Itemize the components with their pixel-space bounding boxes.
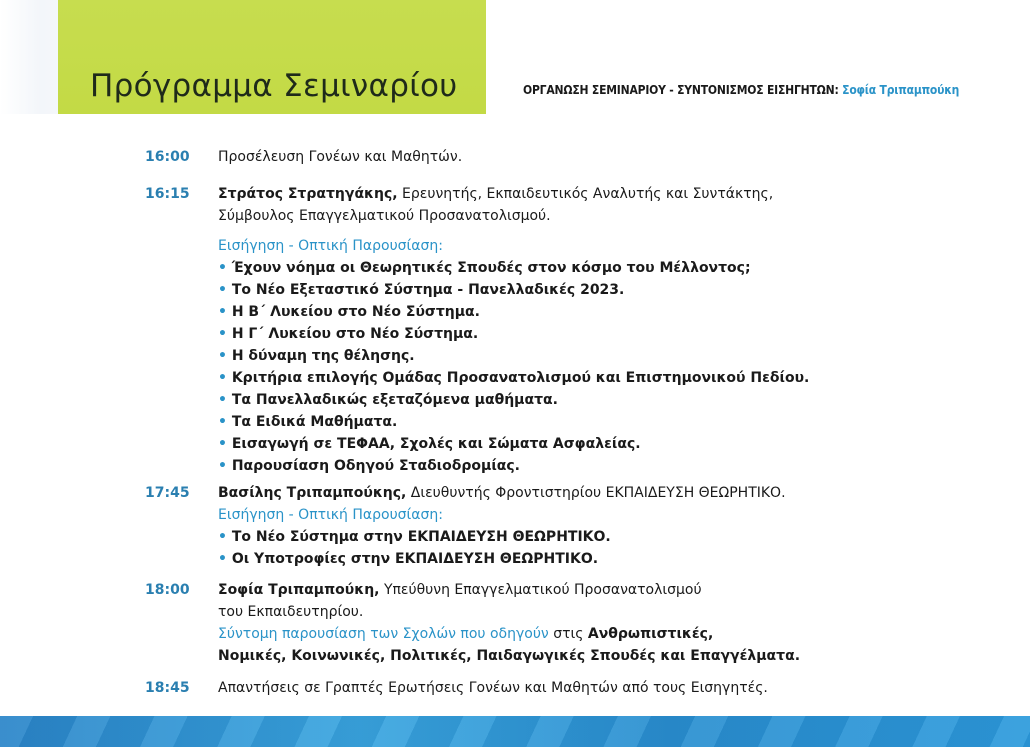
list-item: • Τα Πανελλαδικώς εξεταζόμενα μαθήματα. (218, 392, 558, 408)
item-text: Απαντήσεις σε Γραπτές Ερωτήσεις Γονέων και Μαθητών από τους Εισηγητές. (218, 680, 768, 696)
organizer-label: ΟΡΓΑΝΩΣΗ ΣΕΜΙΝΑΡΙΟΥ - ΣΥΝΤΟΝΙΣΜΟΣ ΕΙΣΗΓΗΤΩΝ: (523, 83, 839, 97)
speaker-role-cont: του Εκπαιδευτηρίου. (218, 604, 364, 620)
time-label: 17:45 (145, 485, 190, 501)
list-item: • Εισαγωγή σε ΤΕΦΑΑ, Σχολές και Σώματα Ασφαλείας. (218, 436, 641, 452)
time-label: 16:15 (145, 186, 190, 202)
speaker-line (218, 579, 908, 601)
organizer-line (523, 83, 959, 97)
list-item: • Η Β΄ Λυκείου στο Νέο Σύστημα. (218, 304, 480, 320)
time-label: 18:45 (145, 680, 190, 696)
talk-description: Σύντομη παρουσίαση των Σχολών που οδηγούν στις Ανθρωπιστικές, (218, 626, 714, 642)
page-title: Πρόγραμμα Σεμιναρίου (90, 68, 458, 104)
item-text: Προσέλευση Γονέων και Μαθητών. (218, 149, 463, 165)
speaker-line (218, 183, 908, 205)
footer-band (0, 716, 1030, 747)
speaker-line (218, 482, 908, 504)
speaker-role: Υπεύθυνη Επαγγελματικού Προσανατολισμού (383, 582, 702, 598)
list-item: • Το Νέο Σύστημα στην ΕΚΠΑΙΔΕΥΣΗ ΘΕΩΡΗΤΙΚΟ. (218, 529, 611, 545)
list-item: • Οι Υποτροφίες στην ΕΚΠΑΙΔΕΥΣΗ ΘΕΩΡΗΤΙΚΟ. (218, 551, 599, 567)
list-item: • Το Νέο Εξεταστικό Σύστημα - Πανελλαδικές 2023. (218, 282, 625, 298)
speaker-name: Βασίλης Τριπαμπούκης, (218, 485, 407, 501)
list-item: • Η δύναμη της θέλησης. (218, 348, 415, 364)
speaker-name: Σοφία Τριπαμπούκη, (218, 582, 380, 598)
list-item: • Τα Ειδικά Μαθήματα. (218, 414, 398, 430)
list-item: • Η Γ΄ Λυκείου στο Νέο Σύστημα. (218, 326, 479, 342)
speaker-role: Ερευνητής, Εκπαιδευτικός Αναλυτής και Συντάκτης, (402, 186, 774, 202)
talk-label: Εισήγηση - Οπτική Παρουσίαση: (218, 507, 443, 523)
speaker-role: Διευθυντής Φροντιστηρίου ΕΚΠΑΙΔΕΥΣΗ ΘΕΩΡΗΤΙΚΟ. (410, 485, 786, 501)
list-item: • Έχουν νόημα οι Θεωρητικές Σπουδές στον κόσμο του Μέλλοντος; (218, 260, 751, 276)
organizer-name: Σοφία Τριπαμπούκη (842, 83, 960, 97)
time-label: 18:00 (145, 582, 190, 598)
talk-description-cont: Νομικές, Κοινωνικές, Πολιτικές, Παιδαγωγικές Σπουδές και Επαγγέλματα. (218, 648, 801, 664)
footer-pattern (0, 716, 1030, 747)
list-item: • Κριτήρια επιλογής Ομάδας Προσανατολισμού και Επιστημονικού Πεδίου. (218, 370, 810, 386)
talk-label: Εισήγηση - Οπτική Παρουσίαση: (218, 238, 443, 254)
talk-description-highlight: Σύντομη παρουσίαση των Σχολών που οδηγούν (218, 626, 549, 642)
time-label: 16:00 (145, 149, 190, 165)
list-item: • Παρουσίαση Οδηγού Σταδιοδρομίας. (218, 458, 521, 474)
item-body (218, 579, 908, 667)
item-body (218, 183, 908, 477)
speaker-name: Στράτος Στρατηγάκης, (218, 186, 398, 202)
speaker-role-cont: Σύμβουλος Επαγγελματικού Προσανατολισμού. (218, 208, 551, 224)
item-body (218, 482, 908, 570)
